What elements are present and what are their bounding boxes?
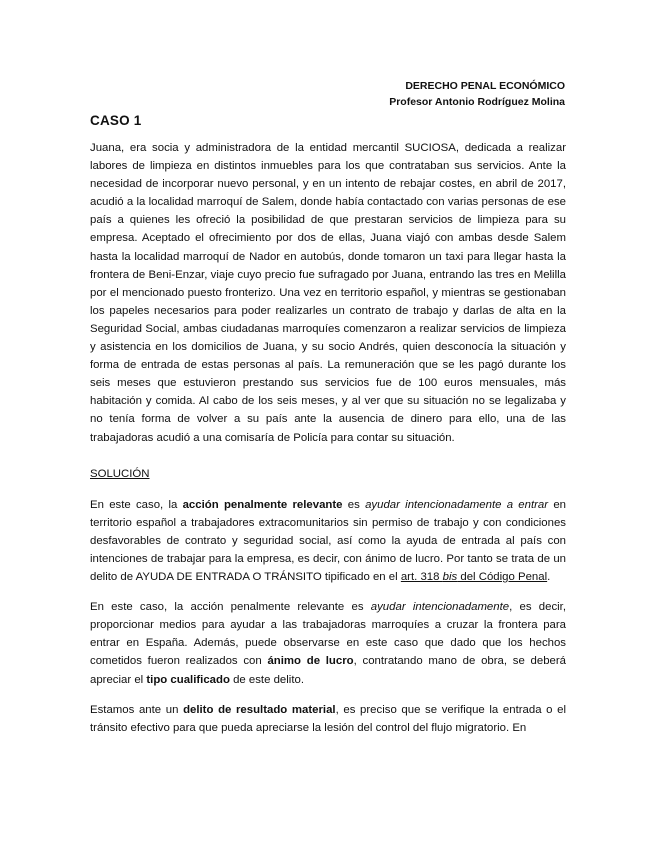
document-header [389, 78, 565, 110]
solution-heading: SOLUCIÓN [90, 467, 150, 480]
case-title: CASO 1 [90, 113, 142, 128]
text-run: , es decir, proporcionar medios para ayudar a las trabajadoras marroquíes a cruzar la frontera para entrar en España. Además, puede observarse en este caso que dado que los hechos cometidos fueron realizados con [90, 601, 566, 668]
professor-name: Profesor Antonio Rodríguez Molina [389, 96, 565, 108]
text-run: Estamos ante un [90, 703, 184, 716]
article-reference [401, 571, 547, 583]
solution-paragraph-3 [90, 701, 566, 737]
text-run: , es preciso que se verifique la entrada o el tránsito efectivo para que pueda apreciarse la lesión del control del flujo migratorio. En [90, 703, 566, 734]
text-run: es [342, 498, 366, 511]
bold-run: delito de resultado material [183, 703, 336, 716]
italic-run: bis [442, 571, 458, 584]
text-run: En este caso, la [90, 498, 183, 511]
text-run: . [547, 571, 551, 584]
text-run: En este caso, la acción penalmente relevante es [90, 601, 371, 614]
bold-run: tipo cualificado [146, 673, 230, 686]
italic-run: ayudar intencionadamente [370, 601, 510, 614]
text-run: del Código Penal [457, 571, 548, 584]
text-run: art. 318 [400, 571, 443, 584]
solution-paragraph-2 [90, 598, 566, 688]
text-run: , contratando mano de obra, se deberá apreciar el [90, 655, 567, 686]
text-run: de este delito. [229, 673, 304, 686]
italic-run: ayudar intencionadamente a entrar [365, 498, 549, 511]
document-body [90, 139, 566, 737]
text-run: en territorio español a trabajadores extracomunitarios sin permiso de trabajo y con condiciones desfavorables de contrato y seguridad social, así como la ayuda de entrada al país con intenciones de trabajar para la empresa, es decir, con ánimo de lucro. Por tanto se trata de un delito de AYUDA DE ENTRADA O TRÁNSITO tipificado en el [90, 498, 566, 584]
bold-run: acción penalmente relevante [182, 498, 343, 511]
bold-run: ánimo de lucro [267, 655, 354, 668]
course-title: DERECHO PENAL ECONÓMICO [405, 80, 565, 92]
solution-paragraph-1 [90, 496, 566, 586]
case-paragraph: Juana, era socia y administradora de la entidad mercantil SUCIOSA, dedicada a realizar labores de limpieza en distintos inmuebles para los que contrataban sus servicios. Ante la necesidad de incorporar nuevo personal, y en un intento de rebajar costes, en abril de 2017, acudió a la localidad marroquí de Salem, donde había contactado con varias personas de ese país a quienes les ofreció la posibilidad de que prestaran servicios de limpieza para su empresa. Aceptado el ofrecimiento por dos de ellas, Juana viajó con ambas desde Salem hasta la localidad marroquí de Nador en autobús, donde tomaron un taxi para llegar hasta la frontera de Beni-Enzar, viaje cuyo precio fue sufragado por Juana, entrando las tres en Melilla por el mencionado puesto fronterizo. Una vez en territorio español, y mientras se gestionaban los papeles necesarios para poder realizarles un contrato de trabajo y darlas de alta en la Seguridad Social, ambas ciudadanas marroquíes comenzaron a realizar servicios de limpieza y asistencia en los domicilios de Juana, y su socio Andrés, quien desconocía la situación y forma de entrada de estas personas al país. La remuneración que se les pagó durante los seis meses que estuvieron prestando sus servicios fue de 100 euros mensuales, más habitación y comida. Al cabo de los seis meses, y al ver que su situación no se legalizaba y no tenía forma de volver a su país ante la ausencia de dinero para ello, una de las trabajadoras acudió a una comisaría de Policía para contar su situación. [90, 142, 566, 444]
